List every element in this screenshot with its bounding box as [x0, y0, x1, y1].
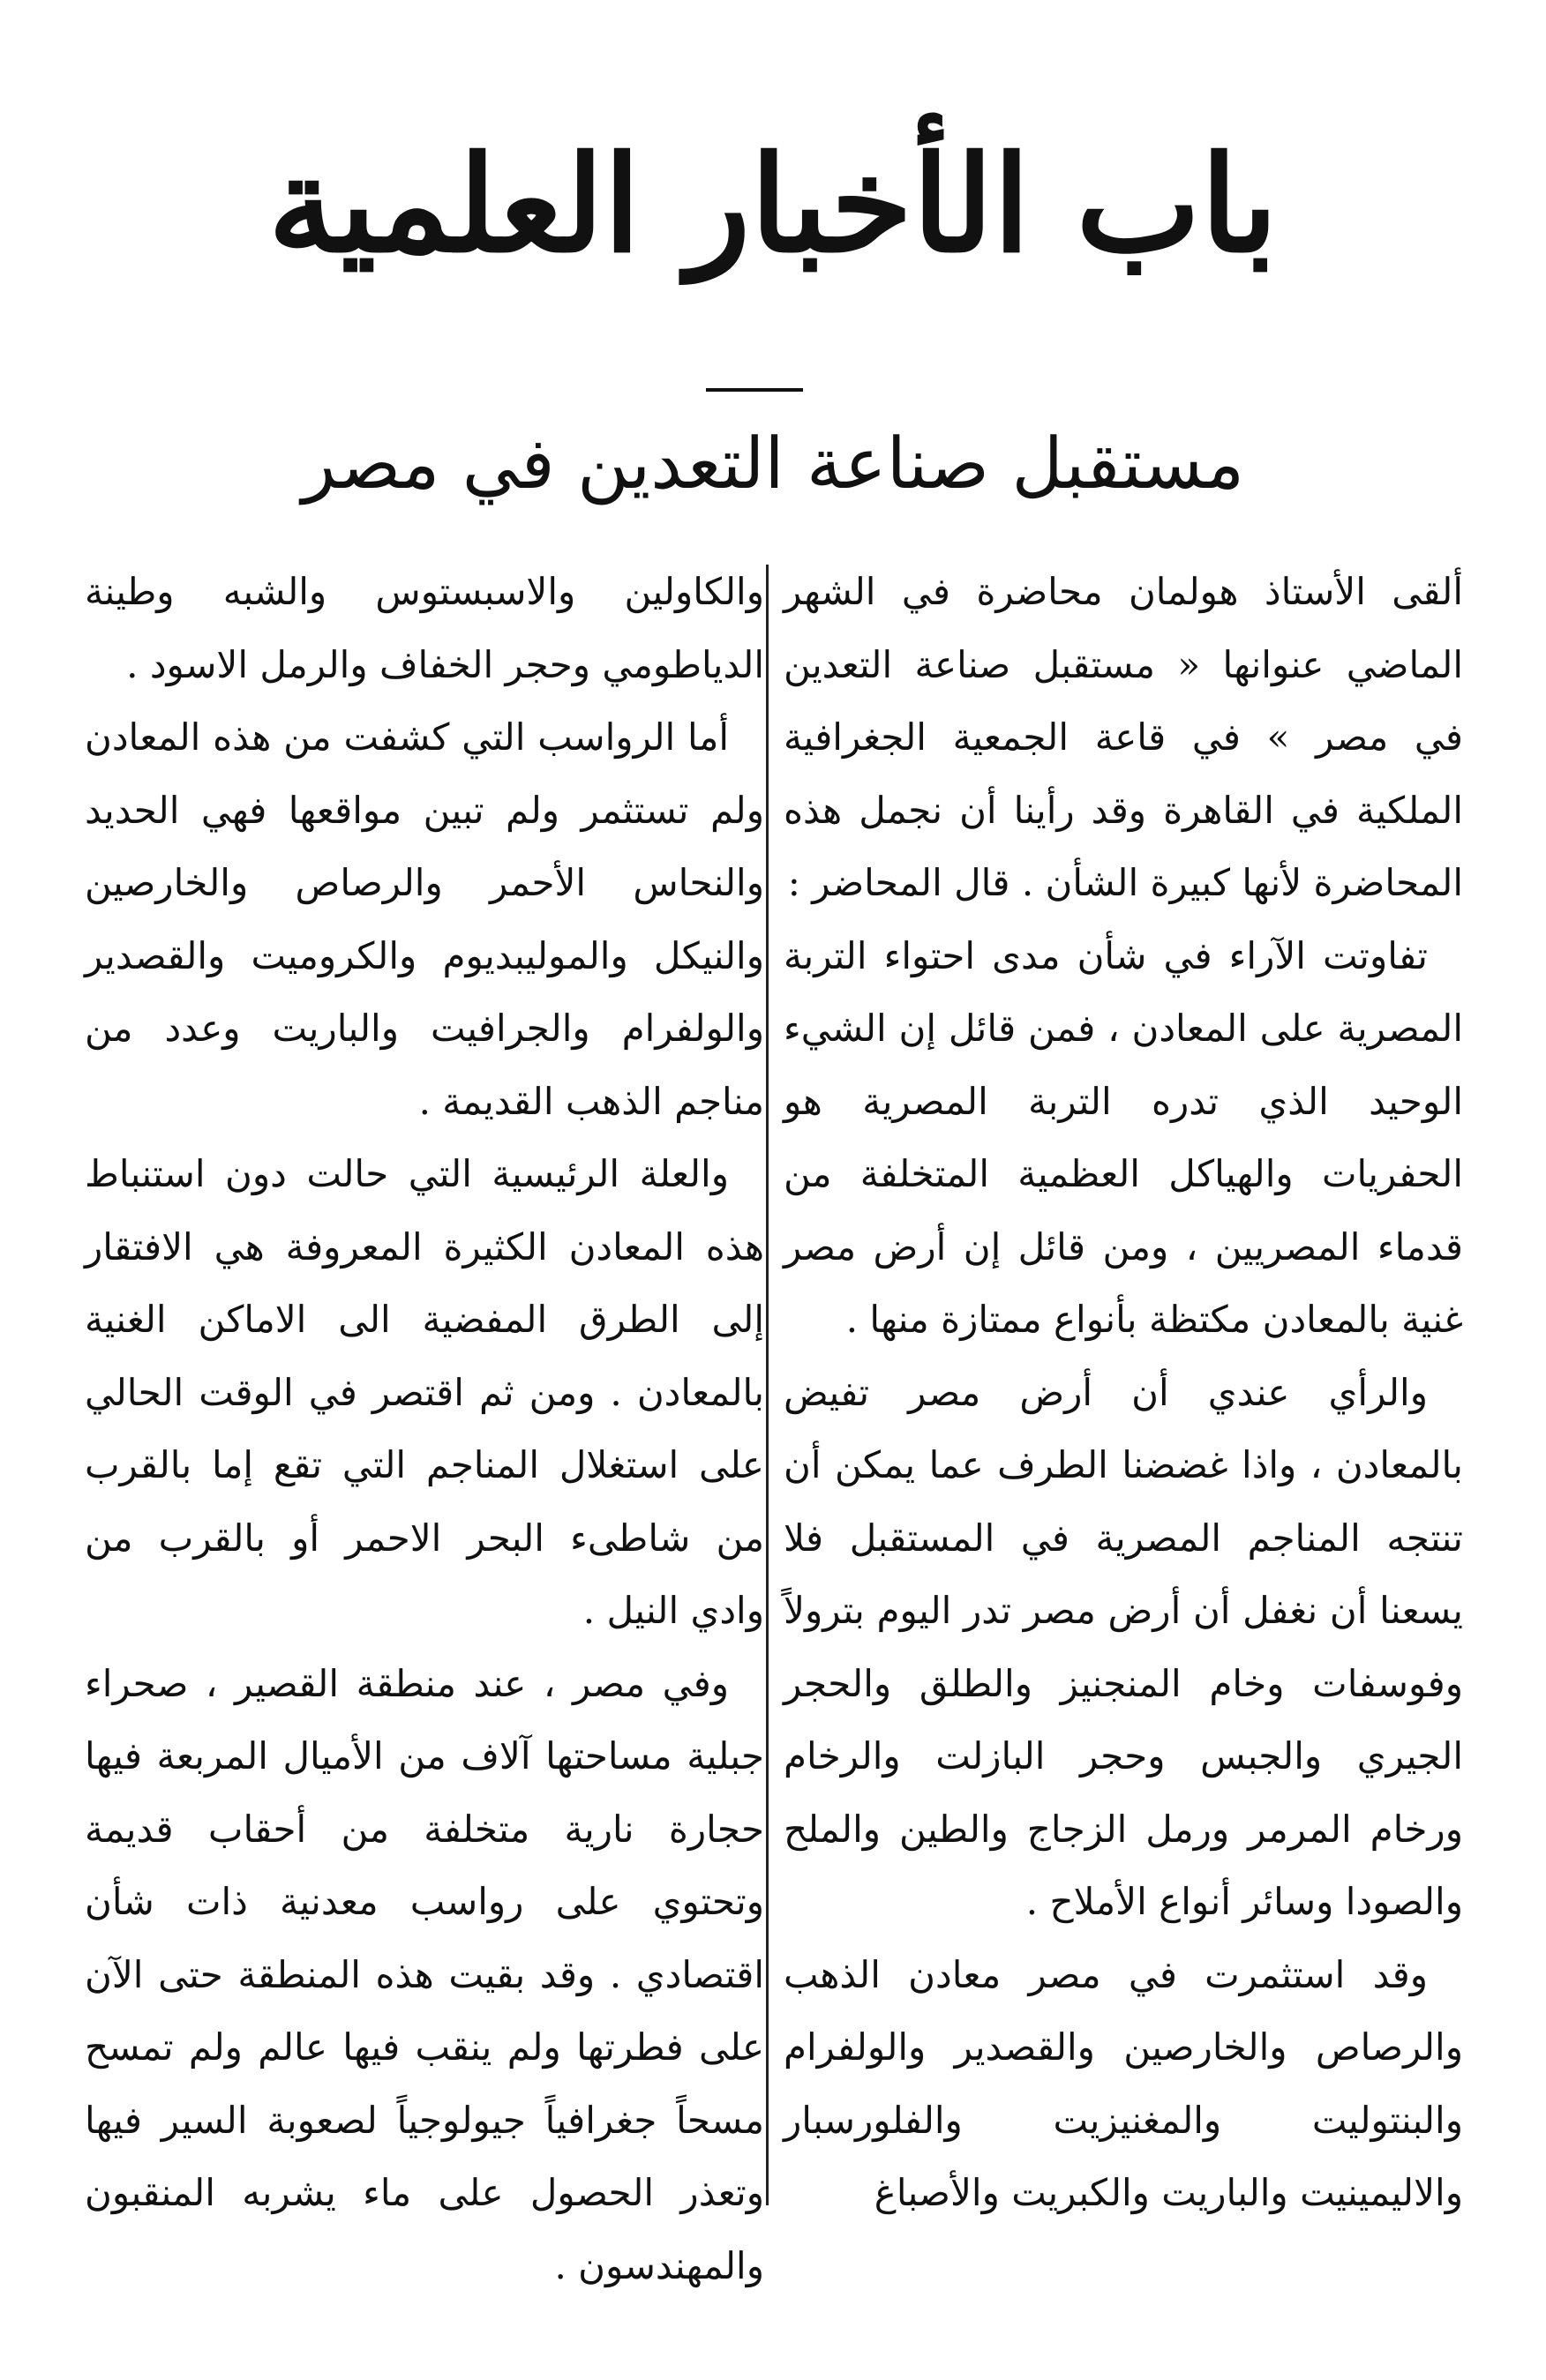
section-masthead: باب الأخبار العلمية	[267, 127, 1279, 282]
paragraph: تفاوتت الآراء في شأن مدى احتواء التربة المصرية على المعادن ، فمن قائل إن الشيء الوحيد الذي تدره التربة المصرية هو الحفريات والهياكل العظمية المتخلفة من قدماء المصريين ، ومن قائل إن أرض مصر غنية بالمعادن مكتظة بأنواع ممتازة منها .	[784, 933, 1463, 1341]
paragraph: والرأي عندي أن أرض مصر تفيض بالمعادن ، واذا غضضنا الطرف عما يمكن أن تنتجه المناجم المصرية في المستقبل فلا يسعنا أن نغفل أن أرض مصر تدر اليوم بترولاً وفوسفات وخام المنجنيز والطلق والحجر الجيري والجبس وحجر البازلت والرخام ورخام المرمر ورمل الزجاج والطين والملح والصودا وسائر أنواع الأملاح .	[784, 1370, 1463, 1923]
paragraph: والعلة الرئيسية التي حالت دون استنباط هذه المعادن الكثيرة المعروفة هي الافتقار إلى الطرق المفضية الى الاماكن الغنية بالمعادن . ومن ثم اقتصر في الوقت الحالي على استغلال المناجم التي تقع إما بالقرب من شاطىء البحر الاحمر أو بالقرب من وادي النيل .	[85, 1152, 764, 1632]
article-column-right	[784, 556, 1463, 2230]
article-column-left	[85, 556, 764, 2302]
paragraph: ألقى الأستاذ هولمان محاضرة في الشهر الماضي عنوانها « مستقبل صناعة التعدين في مصر » في قاعة الجمعية الجغرافية الملكية في القاهرة وقد رأينا أن نجمل هذه المحاضرة لأنها كبيرة الشأن . قال المحاضر :	[784, 570, 1463, 904]
paragraph: أما الرواسب التي كشفت من هذه المعادن ولم تستثمر ولم تبين مواقعها فهي الحديد والنحاس الأحمر والرصاص والخارصين والنيكل والموليبديوم والكروميت والقصدير والولفرام والجرافيت والباريت وعدد من مناجم الذهب القديمة .	[85, 715, 764, 1123]
paragraph: وقد استثمرت في مصر معادن الذهب والرصاص والخارصين والقصدير والولفرام والبنتوليت والمغنيزيت والفلورسبار والاليمينيت والباريت والكبريت والأصباغ	[784, 1952, 1463, 2214]
article-headline: مستقبل صناعة التعدين في مصر	[301, 423, 1245, 505]
paragraph: والكاولين والاسبستوس والشبه وطينة الدياطومي وحجر الخفاف والرمل الاسود .	[85, 570, 764, 686]
title-divider-rule	[706, 388, 803, 392]
column-divider	[766, 565, 769, 2205]
paragraph: وفي مصر ، عند منطقة القصير ، صحراء جبلية مساحتها آلاف من الأميال المربعة فيها حجارة نارية متخلفة من أحقاب قديمة وتحتوي على رواسب معدنية ذات شأن اقتصادي . وقد بقيت هذه المنطقة حتى الآن على فطرتها ولم ينقب فيها عالم ولم تمسح مسحاً جغرافياً جيولوجياً لصعوبة السير فيها وتعذر الحصول على ماء يشربه المنقبون والمهندسون .	[85, 1661, 764, 2287]
